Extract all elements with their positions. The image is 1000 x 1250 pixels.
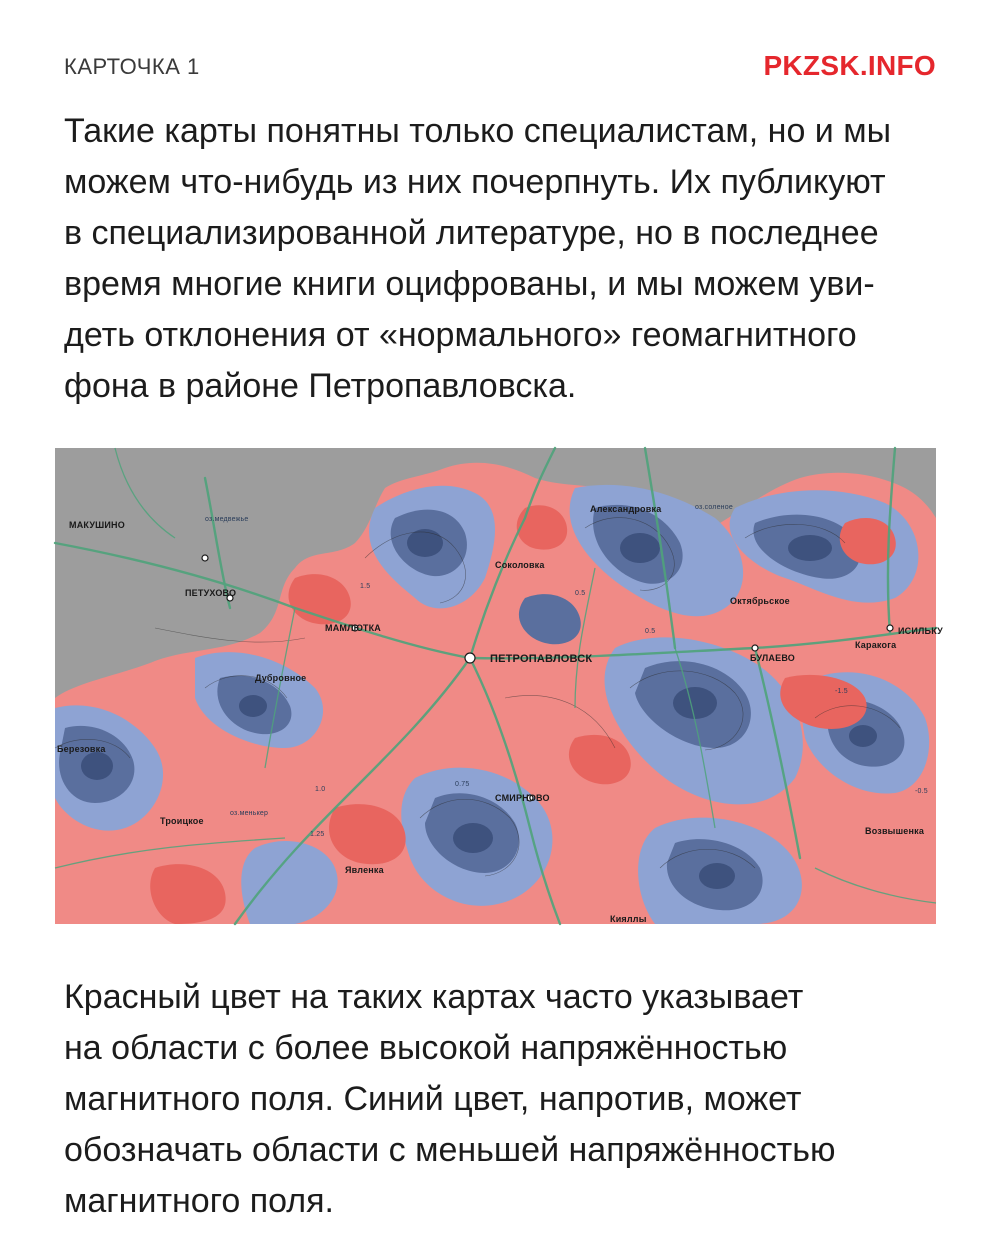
map-place-oktyabrskoe: Октябрьское (730, 596, 790, 606)
map-place-sokolovka: Соколовка (495, 560, 545, 570)
card-header (64, 48, 936, 88)
map-place-smirnovo: СМИРНОВО (495, 793, 550, 803)
intro-paragraph (64, 106, 944, 412)
intro-line: в специализированной литературе, но в последнее (64, 214, 879, 252)
card-number-label: КАРТОЧКА 1 (64, 54, 200, 79)
map-place-yavlenka: Явленка (345, 865, 384, 875)
outro-paragraph (64, 972, 944, 1227)
map-place-makushino: МАКУШИНО (69, 520, 125, 530)
map-contour-value: -0.5 (915, 788, 928, 795)
site-brand[interactable]: PKZSK.INFO (763, 50, 936, 81)
map-place-petukhovo: ПЕТУХОВО (185, 588, 237, 598)
map-contour-value: 0.5 (575, 590, 586, 597)
outro-line: обозначать области с меньшей напряжённостью (64, 1131, 836, 1169)
intro-line: деть отклонения от «нормального» геомагнитного (64, 316, 857, 354)
outro-line: Красный цвет на таких картах часто указывает (64, 978, 804, 1016)
map-place-aleksandrovka: Александровка (590, 504, 662, 514)
map-contour-value: 1.5 (360, 583, 371, 590)
outro-line: магнитного поля. (64, 1182, 334, 1220)
map-contour-value: 0.5 (645, 628, 656, 635)
map-place-petropavlovsk: ПЕТРОПАВЛОВСК (490, 653, 593, 665)
intro-line: можем что-нибудь из них почерпнуть. Их публикуют (64, 163, 886, 201)
outro-line: магнитного поля. Синий цвет, напротив, может (64, 1080, 802, 1118)
map-place-troitskoe: Троицкое (160, 816, 204, 826)
map-place-dubrovnoe: Дубровное (255, 673, 307, 683)
map-lake-solenoe: оз.соленое (695, 504, 733, 511)
map-artwork (55, 448, 936, 924)
map-lake-medvezhye: оз.медвежье (205, 516, 249, 523)
map-place-mamlyutka: МАМЛЮТКА (325, 623, 381, 633)
map-place-isilkul: ИСИЛЬКУ (898, 626, 943, 636)
map-contour-value: -1.5 (835, 688, 848, 695)
intro-line: Такие карты понятны только специалистам, но и мы (64, 112, 892, 150)
map-contour-value: 1.25 (310, 831, 325, 838)
map-place-karakoga: Каракога (855, 640, 897, 650)
map-place-vozvyshenka: Возвышенка (865, 826, 925, 836)
map-place-bulaevo: БУЛАЕВО (750, 653, 795, 663)
map-lake-menkser: оз.менькер (230, 810, 269, 817)
map-contour-value: 1.0 (315, 786, 326, 793)
map-place-berezovka: Березовка (57, 744, 106, 754)
intro-line: время многие книги оцифрованы, и мы можем уви- (64, 265, 875, 303)
geomagnetic-anomaly-map (55, 448, 943, 924)
map-place-kiyaly: Кияллы (610, 914, 647, 924)
map-contour-value: 0.75 (455, 781, 470, 788)
intro-line: фона в районе Петропавловска. (64, 367, 577, 405)
outro-line: на области с более высокой напряжённостью (64, 1029, 788, 1067)
